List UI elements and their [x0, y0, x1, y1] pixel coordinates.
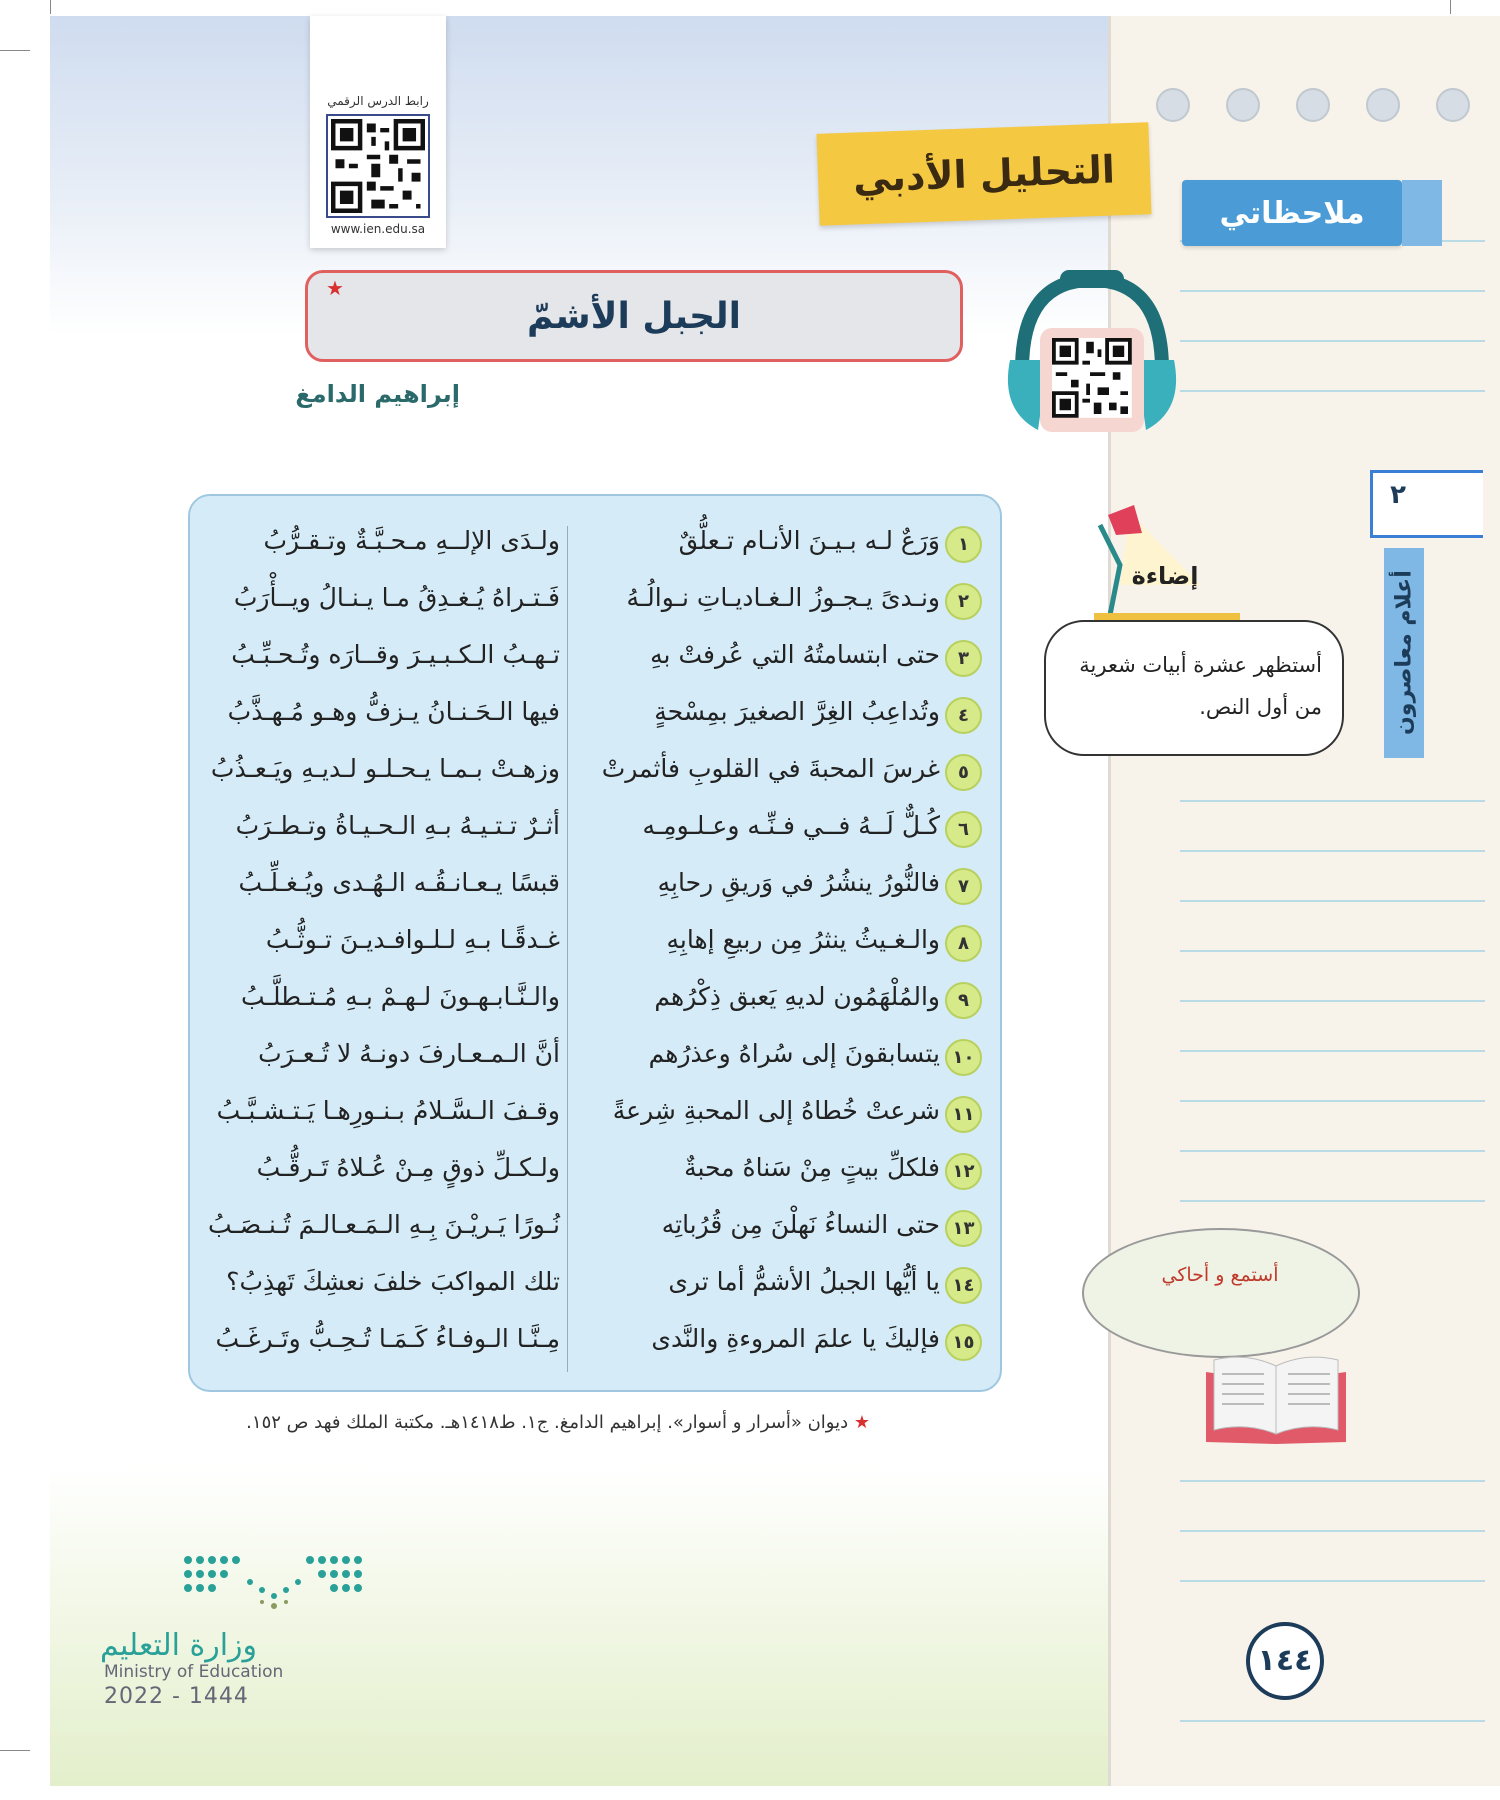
verse-number: ١٢	[945, 1153, 982, 1190]
ministry-year: 2022 - 1444	[104, 1684, 249, 1709]
crop-mark	[50, 0, 51, 14]
verse-second-hemistich: أثـرٌ تـتـيـهُ بـهِ الـحـيـاةُ وتـطـرَبُ	[235, 811, 560, 840]
verse-second-hemistich: والـنَّـابـهـونَ لـهـمْ بـهِ مُـتـطلَّـبُ	[240, 982, 560, 1011]
ministry-name-en: Ministry of Education	[104, 1662, 284, 1682]
ministry-logo-icon	[180, 1552, 370, 1610]
verse-number: ١٣	[945, 1210, 982, 1247]
verse-number: ٢	[945, 583, 982, 620]
verse-number: ٧	[945, 868, 982, 905]
verse-row	[188, 1198, 1002, 1254]
note-line	[1180, 1720, 1485, 1722]
poem-title: الجبل الأشمّ	[527, 295, 741, 337]
note-line	[1180, 900, 1485, 902]
qr-url[interactable]: www.ien.edu.sa	[330, 222, 426, 236]
ministry-name-ar: وزارة التعليم	[100, 1628, 258, 1663]
verse-row	[188, 685, 1002, 741]
verse-first-hemistich: فلكلِّ بيتٍ مِنْ سَناهُ محبةٌ	[684, 1153, 940, 1182]
verse-row	[188, 1312, 1002, 1368]
note-line	[1180, 340, 1485, 342]
headphones-top	[1060, 270, 1124, 288]
note-line	[1180, 1530, 1485, 1532]
verse-second-hemistich: ولـدَى الإلــهِ مـحـبَّـةٌ وتـقـرُّبُ	[263, 526, 560, 555]
note-line	[1180, 290, 1485, 292]
verse-first-hemistich: والـغـيثُ ينثرُ مِن ربيعِ إهابِهِ	[666, 925, 940, 954]
verse-second-hemistich: فيها الـحَـنـانُ يـزفُّ وهـو مُـهـذَّبُ	[227, 697, 560, 726]
verse-first-hemistich: وَرَعٌ لـه بـيـنَ الأنـام تـعلُّقٌ	[678, 526, 940, 555]
verse-first-hemistich: ونـدىً يـجـوزُ الـغـاديـاتِ نـوالُـهُ	[626, 583, 940, 612]
verse-number: ٦	[945, 811, 982, 848]
verse-number: ١٠	[945, 1039, 982, 1076]
verse-second-hemistich: فَـتـراهُ يُـغـدِقُ مـا يـنـالُ ويــأْرَبُ	[233, 583, 560, 612]
qr-caption: رابط الدرس الرقمي	[327, 94, 429, 108]
note-line	[1180, 390, 1485, 392]
verse-first-hemistich: فالنُّورُ ينشُرُ في وَريقِ رحابِهِ	[657, 868, 940, 897]
note-line	[1180, 800, 1485, 802]
verse-first-hemistich: حتى النساءُ نَهلْنَ مِن قُرُباتِه	[661, 1210, 940, 1239]
verse-second-hemistich: نُـورًا يَـريْـنَ بِـهِ الـمَـعـالـمَ تُـنـصَـبُ	[207, 1210, 560, 1239]
poem-title-box	[305, 270, 963, 362]
verse-first-hemistich: يتسابقونَ إلى سُراهُ وعذرُهم	[648, 1039, 940, 1068]
unit-name: أعلام معاصرون	[1384, 548, 1424, 758]
binder-hole	[1296, 88, 1330, 122]
note-line	[1180, 1050, 1485, 1052]
light-text: أستظهر عشرة أبيات شعرية من أول النص.	[1079, 653, 1322, 719]
verse-first-hemistich: غرسَ المحبةَ في القلوبِ فأثمرتْ	[601, 754, 940, 783]
verse-first-hemistich: فإليكَ يا علمَ المروءةِ والنَّدى	[651, 1324, 940, 1353]
verse-row	[188, 1027, 1002, 1083]
note-line	[1180, 1000, 1485, 1002]
verse-number: ١	[945, 526, 982, 563]
star-icon: ★	[326, 276, 344, 300]
verse-second-hemistich: قبسًا يـعـانـقُـه الـهُـدى ويُـغـلِّـبُ	[238, 868, 560, 897]
note-line	[1180, 850, 1485, 852]
page-number: ١٤٤	[1246, 1622, 1324, 1700]
verse-row	[188, 514, 1002, 570]
note-line	[1180, 950, 1485, 952]
note-line	[1180, 1580, 1485, 1582]
verse-row	[188, 742, 1002, 798]
verse-second-hemistich: مِـنَّـا الـوفـاءُ كَـمَـا تُـحِـبُّ وتَـرغَـبُ	[215, 1324, 560, 1353]
verse-second-hemistich: تلك المواكبَ خلفَ نعشِكَ تَهذِبُ؟	[226, 1267, 560, 1296]
qr-code[interactable]	[326, 114, 430, 218]
crop-mark	[0, 1750, 30, 1751]
verse-number: ٣	[945, 640, 982, 677]
verse-first-hemistich: شرعتْ خُطاهُ إلى المحبةِ شِرعةً	[612, 1096, 940, 1125]
verse-row	[188, 799, 1002, 855]
verse-number: ٨	[945, 925, 982, 962]
binder-hole	[1156, 88, 1190, 122]
listen-bubble	[1082, 1228, 1360, 1358]
note-line	[1180, 1100, 1485, 1102]
verse-row	[188, 913, 1002, 969]
verse-number: ١٥	[945, 1324, 982, 1361]
verse-row	[188, 1141, 1002, 1197]
verse-second-hemistich: وزهـتْ بـمـا يـحـلـو لـديـهِ ويَـعـذُبُ	[210, 754, 560, 783]
verse-second-hemistich: أنَّ الـمـعـارفَ دونـهُ لا تُـعـرَبُ	[258, 1039, 560, 1068]
open-book-icon	[1206, 1352, 1346, 1444]
verse-second-hemistich: ولـكـلِّ ذوقٍ مِـنْ عُـلاهُ تَـرقُّـبُ	[256, 1153, 560, 1182]
notes-tab-label: ملاحظاتي	[1219, 195, 1365, 231]
footnote	[180, 1412, 870, 1433]
section-title: التحليل الأدبي	[852, 147, 1116, 201]
poem-author: إبراهيم الدامغ	[295, 380, 460, 408]
binder-hole	[1366, 88, 1400, 122]
qr-code-icon	[331, 119, 425, 213]
digital-lesson-card[interactable]	[310, 16, 446, 248]
note-line	[1180, 1480, 1485, 1482]
footnote-text: ديوان «أسرار و أسوار». إبراهيم الدامغ. ج١. ط١٤١٨هـ. مكتبة الملك فهد ص ١٥٢.	[246, 1412, 849, 1433]
verse-second-hemistich: تـهـبُ الـكـبـيـرَ وقــارَه وتُـحـبِّـبُ	[231, 640, 560, 669]
verse-second-hemistich: وقـفَ الـسَّـلامُ بـنـورِهـا يَـتـشـبَّـبُ	[216, 1096, 560, 1125]
verse-first-hemistich: وتُداعِبُ الغِرَّ الصغيرَ بمِسْحةٍ	[654, 697, 940, 726]
crop-mark	[1450, 0, 1451, 14]
verse-number: ٩	[945, 982, 982, 1019]
light-box	[1044, 620, 1344, 756]
notes-tab	[1182, 180, 1402, 246]
crop-mark	[0, 50, 30, 51]
verse-first-hemistich: يا أيُّها الجبلُ الأشمُّ أما ترى	[668, 1267, 940, 1296]
verse-number: ٥	[945, 754, 982, 791]
verse-row	[188, 856, 1002, 912]
verse-number: ١٤	[945, 1267, 982, 1304]
binder-hole	[1436, 88, 1470, 122]
binder-hole	[1226, 88, 1260, 122]
verse-row	[188, 1255, 1002, 1311]
verse-number: ١١	[945, 1096, 982, 1133]
verse-number: ٤	[945, 697, 982, 734]
listen-bubble-text: أستمع و أحاكي	[1161, 1264, 1279, 1286]
verse-second-hemistich: غـدقًـا بـهِ لـلـوافـديـنَ تـوثُّـبُ	[265, 925, 560, 954]
note-line	[1180, 1200, 1485, 1202]
verse-row	[188, 571, 1002, 627]
verse-row	[188, 628, 1002, 684]
verse-row	[188, 1084, 1002, 1140]
headphones-audio-qr[interactable]	[1000, 270, 1184, 440]
note-line	[1180, 1150, 1485, 1152]
audio-qr-code-icon	[1052, 338, 1132, 418]
verse-row	[188, 970, 1002, 1026]
verse-first-hemistich: والمُلْهَمُون لديهِ يَعبق ذِكْرُهم	[654, 982, 940, 1011]
unit-number: ٢	[1390, 480, 1406, 510]
section-title-banner	[816, 122, 1151, 226]
verse-first-hemistich: كُـلٌّ لَــهُ فــي فـنِّـه وعـلـومِـه	[642, 811, 940, 840]
footnote-star-icon: ★	[848, 1412, 870, 1433]
verse-first-hemistich: حتى ابتسامتُهُ التي عُرفتْ بهِ	[650, 640, 940, 669]
light-label: إضاءة	[1131, 562, 1199, 590]
